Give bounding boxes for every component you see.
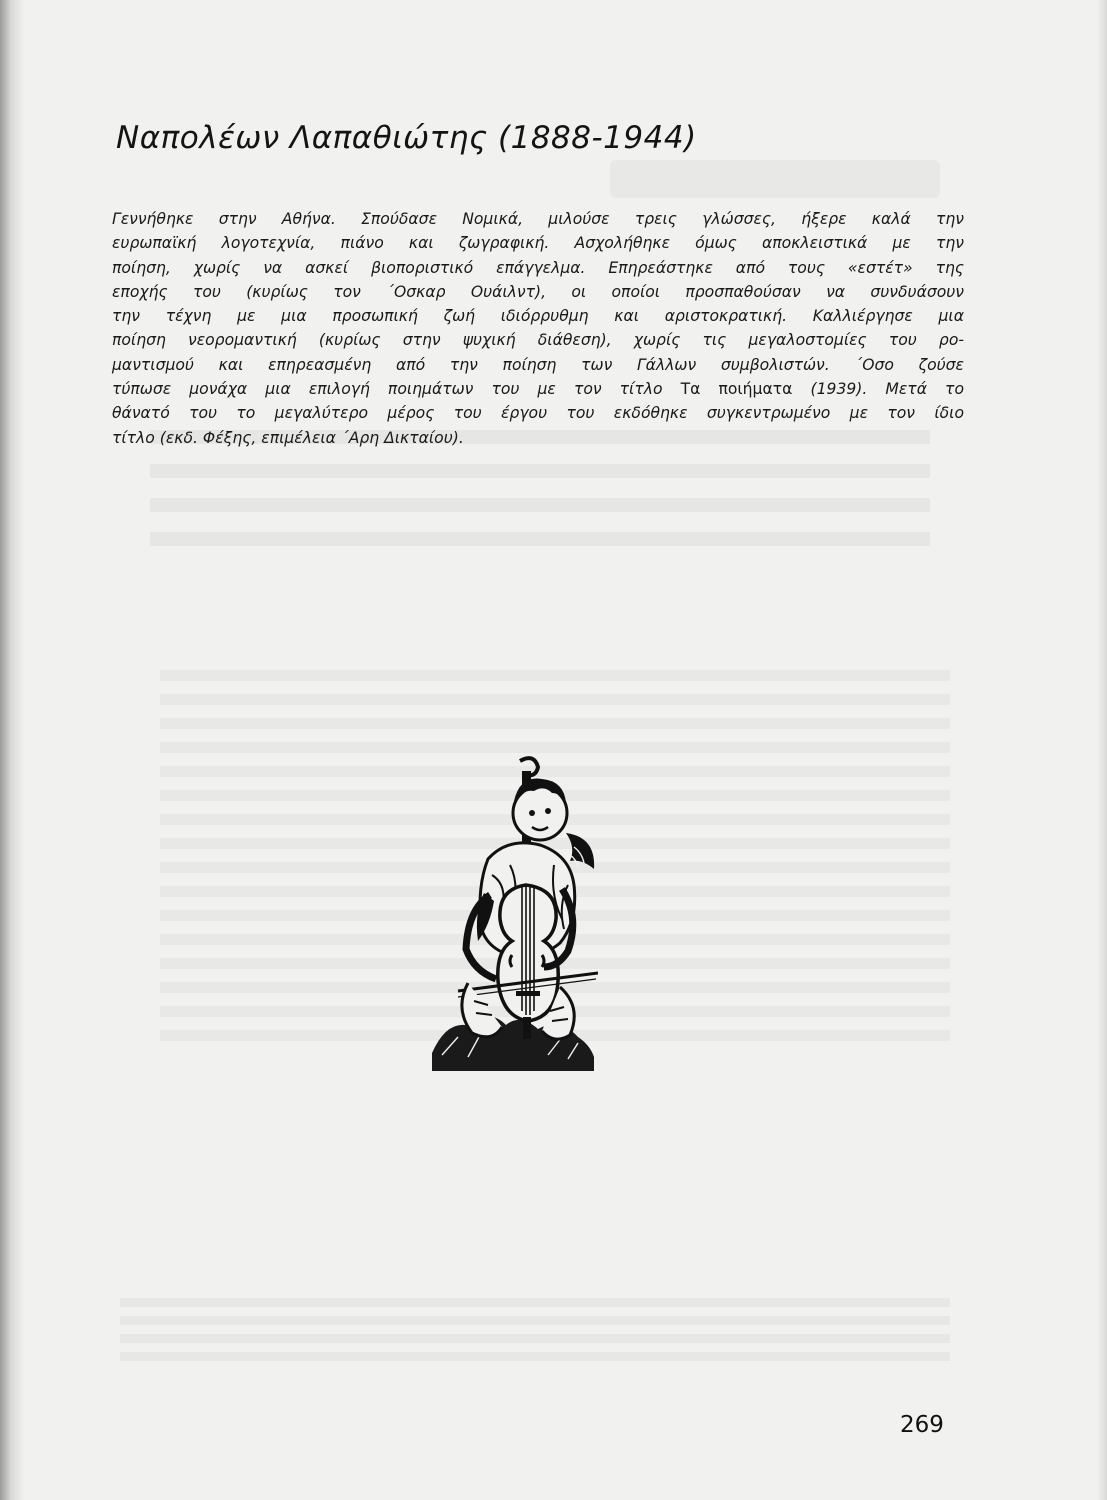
biography-line: ποίηση νεορομαντική (κυρίως στην ψυχική διάθεση), χωρίς τις μεγαλοστομίες του ρο- (112, 331, 964, 350)
show-through-footnotes (120, 1298, 950, 1368)
biography-line: θάνατό του το μεγαλύτερο μέρος του έργου του εκδόθηκε συγκεντρωμένο με τον ίδιο (112, 404, 964, 423)
biography-line: ευρωπαϊκή λογοτεχνία, πιάνο και ζωγραφική. Ασχολήθηκε όμως αποκλειστικά με την (112, 234, 964, 253)
biography-line (112, 377, 964, 401)
biography-line: μαντισμού και επηρεασμένη από την ποίηση των Γάλλων συμβολιστών. ΄Οσο ζούσε (112, 355, 964, 374)
biography-line: τίτλο (εκδ. Φέξης, επιμέλεια ΄Αρη Δικταίου). (112, 428, 464, 447)
page-number: 269 (900, 1412, 944, 1438)
book-spine-shadow (0, 0, 24, 1500)
page-edge (1097, 0, 1107, 1500)
biography-line: ποίηση, χωρίς να ασκεί βιοποριστικό επάγγελμα. Επηρεάστηκε από τους «εστέτ» της (112, 258, 964, 277)
biography-paragraph (112, 207, 964, 450)
poet-title: Ναπολέων Λαπαθιώτης (1888-1944) (116, 120, 697, 156)
show-through-heading (610, 160, 940, 198)
biography-line: Γεννήθηκε στην Αθήνα. Σπούδασε Νομικά, μιλούσε τρεις γλώσσες, ήξερε καλά την (112, 210, 964, 228)
biography-text: τύπωσε μονάχα μια επιλογή ποιημάτων του με τον τίτλο (112, 380, 681, 399)
biography-line: εποχής του (κυρίως τον ΄Οσκαρ Ουάιλντ), οι οποίοι προσπαθούσαν να συνδυάσουν (112, 282, 964, 301)
book-title: Τα ποιήματα (680, 380, 793, 399)
biography-text: (1939). Μετά το (792, 380, 964, 399)
biography-line: την τέχνη με μια προσωπική ζωή ιδιόρρυθμη και αριστοκρατική. Καλλιέργησε μια (112, 307, 964, 326)
cherub-cello-illustration (428, 755, 598, 1071)
